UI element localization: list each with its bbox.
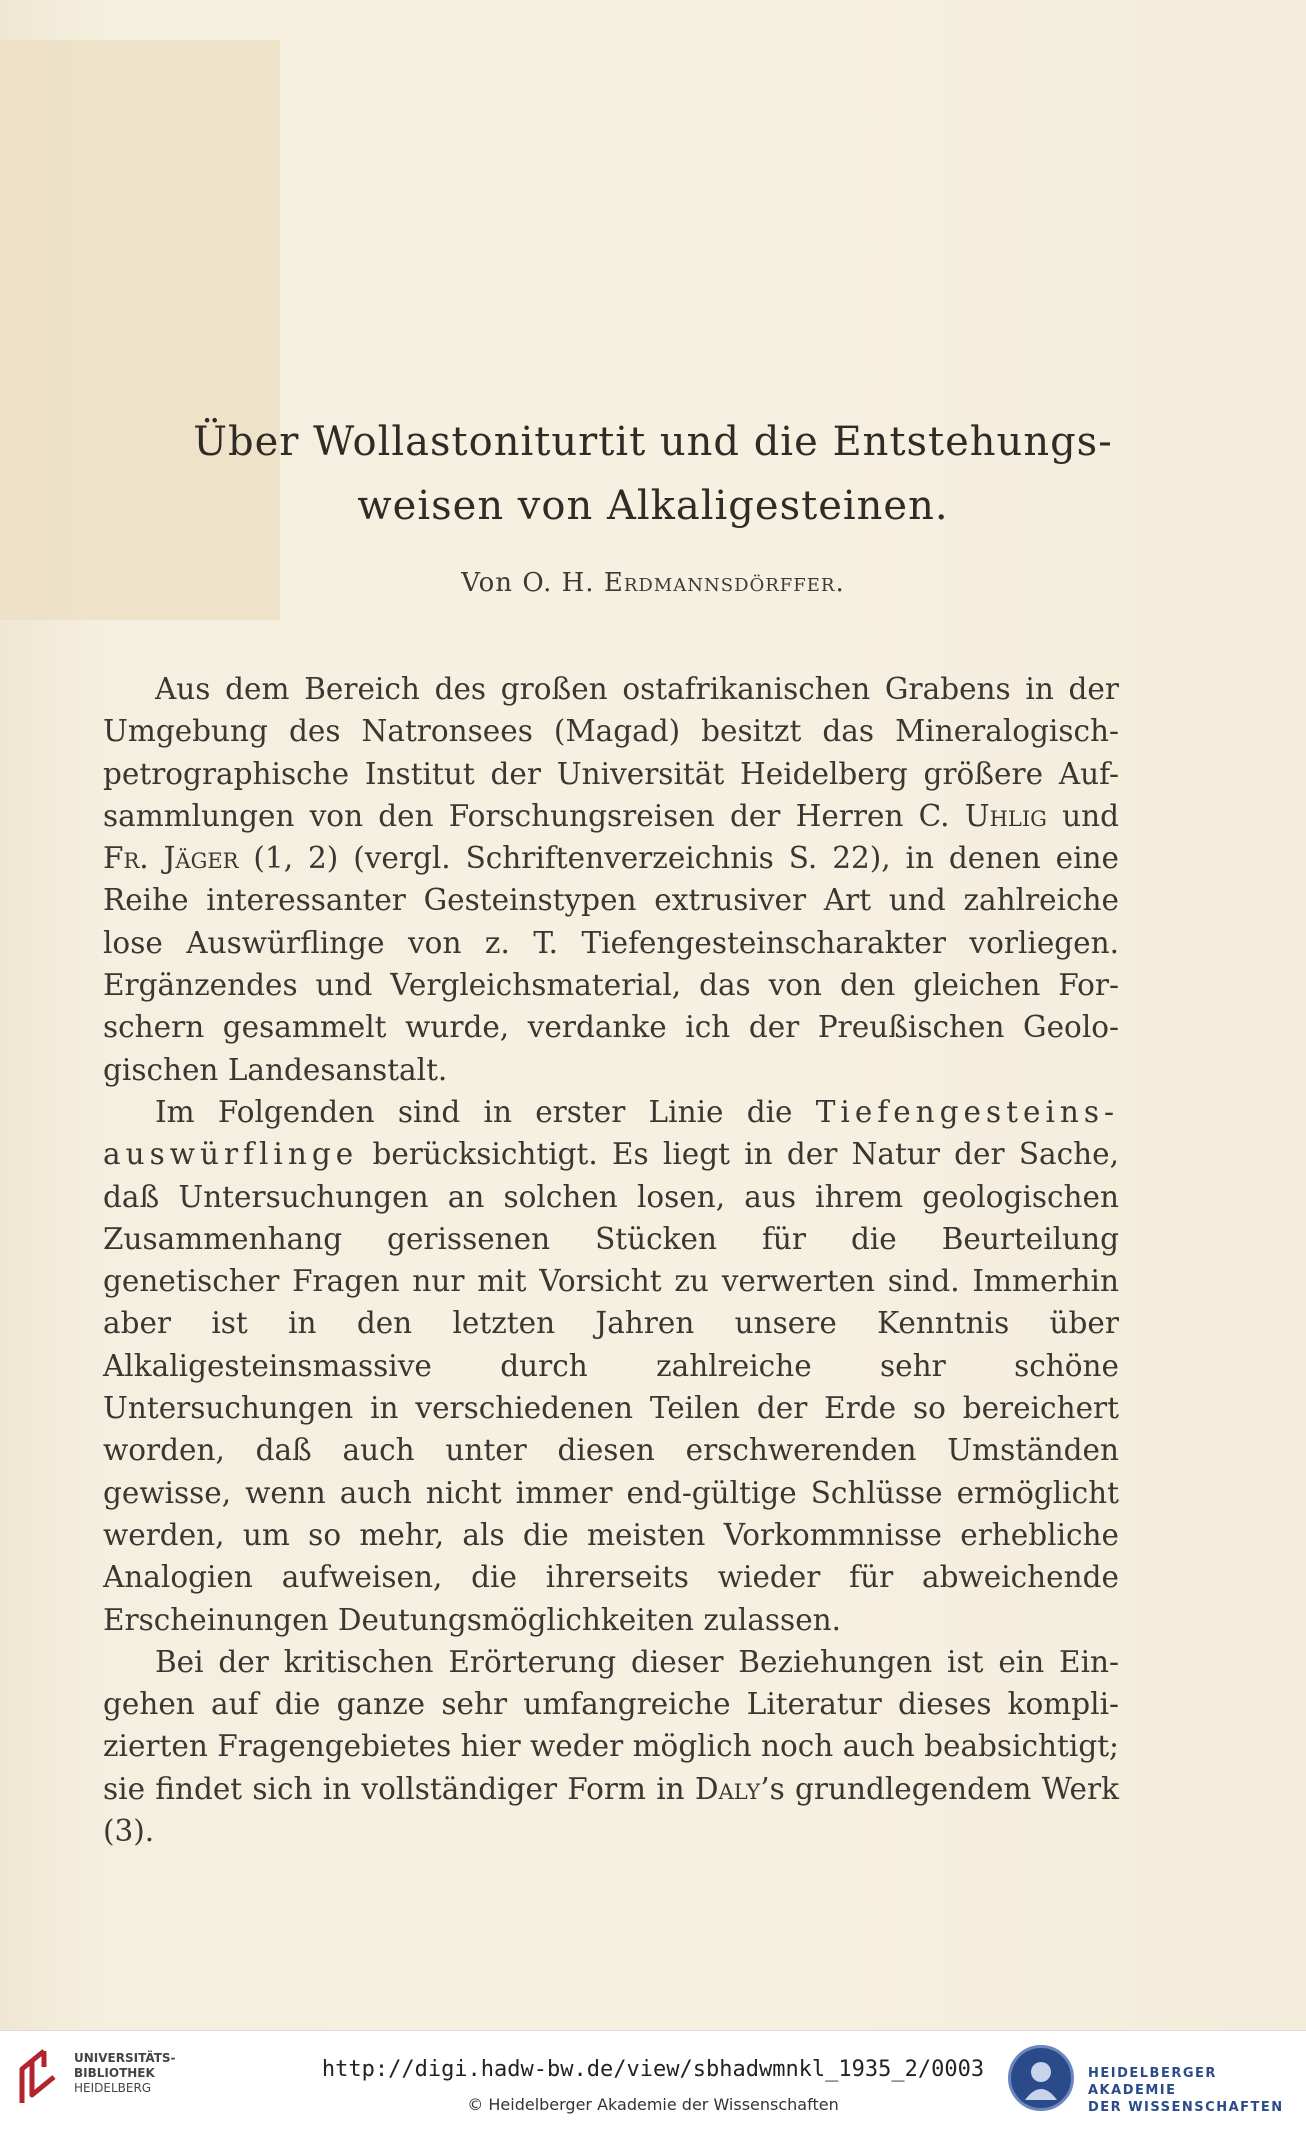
author-name: Erdmannsdörffer. — [603, 568, 845, 598]
p2-text-1: Im Folgenden sind in erster Linie die — [155, 1094, 816, 1129]
ub-line-2: BIBLIOTHEK — [74, 2066, 155, 2080]
article-title — [0, 410, 1306, 538]
hadw-line-2: DER WISSENSCHAFTEN — [1088, 2100, 1284, 2115]
p1-name-jaeger: Fr. Jäger — [103, 841, 239, 876]
p2-text-2: berücksichtigt. Es liegt in der Natur der Sache, daß Untersuchungen an solchen losen, aus ihrem geologischen Zusammenhang gerissenen Stücken für die Beurteilung genetischer Fragen nur mit Vorsicht zu verwerten sind. Immerhin aber ist in den letzten Jahren unsere Kenntnis über Alkaligesteinsmassive durch zahlreiche sehr schöne Untersuchungen in verschiedenen Teilen der Erde so bereichert worden, daß auch unter diesen erschwerenden Umständen gewisse, wenn auch nicht immer end-gültige Schlüsse ermöglicht werden, um so mehr, als die meisten Vorkommnisse erhebliche Analogien aufweisen, die ihrerseits wieder für abweichende Erscheinungen Deutungsmöglichkeiten zulassen. — [103, 1137, 1119, 1637]
author-line — [0, 568, 1306, 598]
title-line-2: weisen von Alkaligesteinen. — [357, 483, 949, 529]
hadw-line-1: HEIDELBERGER AKADEMIE — [1088, 2066, 1217, 2098]
paragraph-3 — [103, 1641, 1119, 1852]
viewer-footer — [0, 2030, 1306, 2129]
p3-text-1: Bei der kritischen Erörterung dieser Beziehungen ist ein Ein-gehen auf die ganze sehr umfangreiche Literatur dieses kompli-zierten Fragengebietes hier weder möglich noch auch beabsichtigt; sie findet sich in vollständiger Form in — [103, 1644, 1119, 1806]
p3-text-2: ’s grundlegendem Werk (3). — [103, 1771, 1119, 1849]
copyright-notice: © Heidelberger Akademie der Wissenschaften — [467, 2095, 839, 2114]
p1-text-3: (1, 2) (vergl. Schriftenverzeichnis S. 22), in denen eine Reihe interessanter Gesteinstypen extrusiver Art und zahlreiche lose Auswürflinge von z. T. Tiefengesteinscharakter vorliegen. Ergänzendes und Vergleichsmaterial, das von den gleichen For-schern gesammelt wurde, verdanke ich der Preußischen Geolo-gischen Landesanstalt. — [103, 841, 1119, 1087]
ub-line-3: HEIDELBERG — [74, 2081, 152, 2095]
p3-name-daly: Daly — [694, 1771, 761, 1806]
p1-text-1: Aus dem Bereich des großen ostafrikanischen Grabens in der Umgebung des Natronsees (Magad) besitzt das Mineralogisch-petrographische Institut der Universität Heidelberg größere Auf-sammlungen von den Forschungsreisen der Herren C. — [103, 672, 1119, 833]
permalink-url[interactable]: http://digi.hadw-bw.de/view/sbhadwmnkl_1935_2/0003 — [321, 2057, 985, 2082]
title-line-1: Über Wollastoniturtit und die Entstehungs- — [193, 419, 1113, 465]
academy-logo[interactable] — [1008, 2041, 1298, 2119]
p1-name-uhlig: Uhlig — [964, 798, 1047, 833]
ub-line-1: UNIVERSITÄTS- — [74, 2051, 176, 2065]
author-prefix: Von — [461, 568, 514, 598]
article-body — [103, 668, 1119, 1852]
p2-spaced-term: Tiefengesteins-auswürflinge — [103, 1094, 1119, 1172]
paragraph-2 — [103, 1091, 1119, 1641]
paragraph-1 — [103, 668, 1119, 1091]
p1-text-2: und — [1046, 798, 1119, 833]
academy-seal-icon — [1008, 2045, 1074, 2111]
author-initials: O. H. — [522, 568, 595, 598]
